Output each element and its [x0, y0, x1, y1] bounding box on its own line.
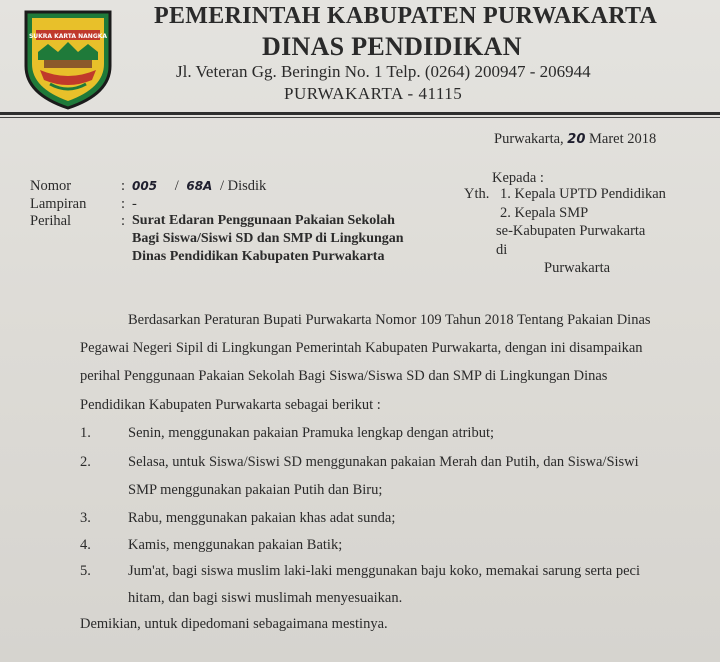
item-5-line-2: hitam, dan bagi siswi muslimah menyesuaikan. — [128, 590, 403, 606]
date-line — [494, 131, 656, 148]
recipient-line-3: se-Kabupaten Purwakarta — [496, 223, 646, 239]
date-day-handwritten: 20 — [567, 132, 586, 147]
letterhead-government: PEMERINTAH KABUPATEN PURWAKARTA — [154, 3, 658, 29]
item-1-line-1: Senin, menggunakan pakaian Pramuka lengkap dengan atribut; — [128, 425, 495, 441]
nomor-colon: : — [121, 178, 126, 194]
recipient-place: Purwakarta — [544, 260, 611, 276]
nomor-number-handwritten: 005 — [132, 179, 158, 193]
letterhead-address: Jl. Veteran Gg. Beringin No. 1 Telp. (0264) 200947 - 206944 — [176, 62, 591, 81]
item-2-line-2: SMP menggunakan pakaian Putih dan Biru; — [128, 482, 383, 498]
item-number-1: 1. — [80, 425, 91, 441]
item-number-5: 5. — [80, 563, 91, 579]
purwakarta-logo-emblem — [20, 8, 116, 112]
perihal-label: Perihal — [30, 213, 72, 229]
letterhead-city-zip: PURWAKARTA - 41115 — [284, 84, 463, 103]
perihal-line-3: Dinas Pendidikan Kabupaten Purwakarta — [132, 249, 385, 264]
item-number-3: 3. — [80, 510, 91, 526]
lampiran-label: Lampiran — [30, 196, 87, 212]
recipient-line-4: di — [496, 242, 508, 258]
logo-banner-text: SUKRA KARTA NANGKA — [28, 33, 108, 40]
lampiran-value: - — [132, 196, 137, 212]
closing-statement: Demikian, untuk dipedomani sebagaimana mestinya. — [80, 616, 388, 632]
body-intro-line-3: perihal Penggunaan Pakaian Sekolah Bagi Siswa/Siswa SD dan SMP di Lingkungan Dinas — [80, 368, 608, 384]
item-5-line-1: Jum'at, bagi siswa muslim laki-laki menggunakan baju koko, memakai sarung serta peci — [128, 563, 641, 579]
perihal-colon: : — [121, 213, 126, 229]
letterhead-divider-thick — [0, 112, 720, 115]
body-intro-line-2: Pegawai Negeri Sipil di Lingkungan Pemerintah Kabupaten Purwakarta, dengan ini disampaikan — [80, 340, 643, 356]
date-place: Purwakarta, — [494, 131, 564, 147]
item-3-line-1: Rabu, menggunakan pakaian khas adat sunda; — [128, 510, 396, 526]
item-number-4: 4. — [80, 537, 91, 553]
recipient-kepada: Kepada : — [492, 170, 544, 186]
letterhead-divider-thin — [0, 117, 720, 118]
item-4-line-1: Kamis, menggunakan pakaian Batik; — [128, 537, 343, 553]
nomor-code-handwritten: 68A — [186, 179, 213, 193]
perihal-line-1: Surat Edaran Penggunaan Pakaian Sekolah — [132, 213, 395, 228]
recipient-line-1: 1. Kepala UPTD Pendidikan — [500, 186, 666, 202]
recipient-yth: Yth. — [464, 186, 490, 202]
item-number-2: 2. — [80, 454, 91, 470]
letterhead-agency: DINAS PENDIDIKAN — [262, 32, 522, 61]
perihal-line-2: Bagi Siswa/Siswi SD dan SMP di Lingkungan — [132, 231, 404, 246]
date-month-year: Maret 2018 — [589, 131, 657, 147]
nomor-suffix: / Disdik — [219, 178, 267, 194]
nomor-separator: / — [174, 178, 179, 194]
recipient-line-2: 2. Kepala SMP — [500, 205, 589, 221]
body-intro-line-4: Pendidikan Kabupaten Purwakarta sebagai berikut : — [80, 397, 381, 413]
lampiran-colon: : — [121, 196, 126, 212]
nomor-label: Nomor — [30, 178, 72, 194]
item-2-line-1: Selasa, untuk Siswa/Siswi SD menggunakan pakaian Merah dan Putih, dan Siswa/Siswi — [128, 454, 639, 470]
body-intro-line-1: Berdasarkan Peraturan Bupati Purwakarta Nomor 109 Tahun 2018 Tentang Pakaian Dinas — [128, 312, 651, 328]
nomor-value — [132, 178, 266, 195]
